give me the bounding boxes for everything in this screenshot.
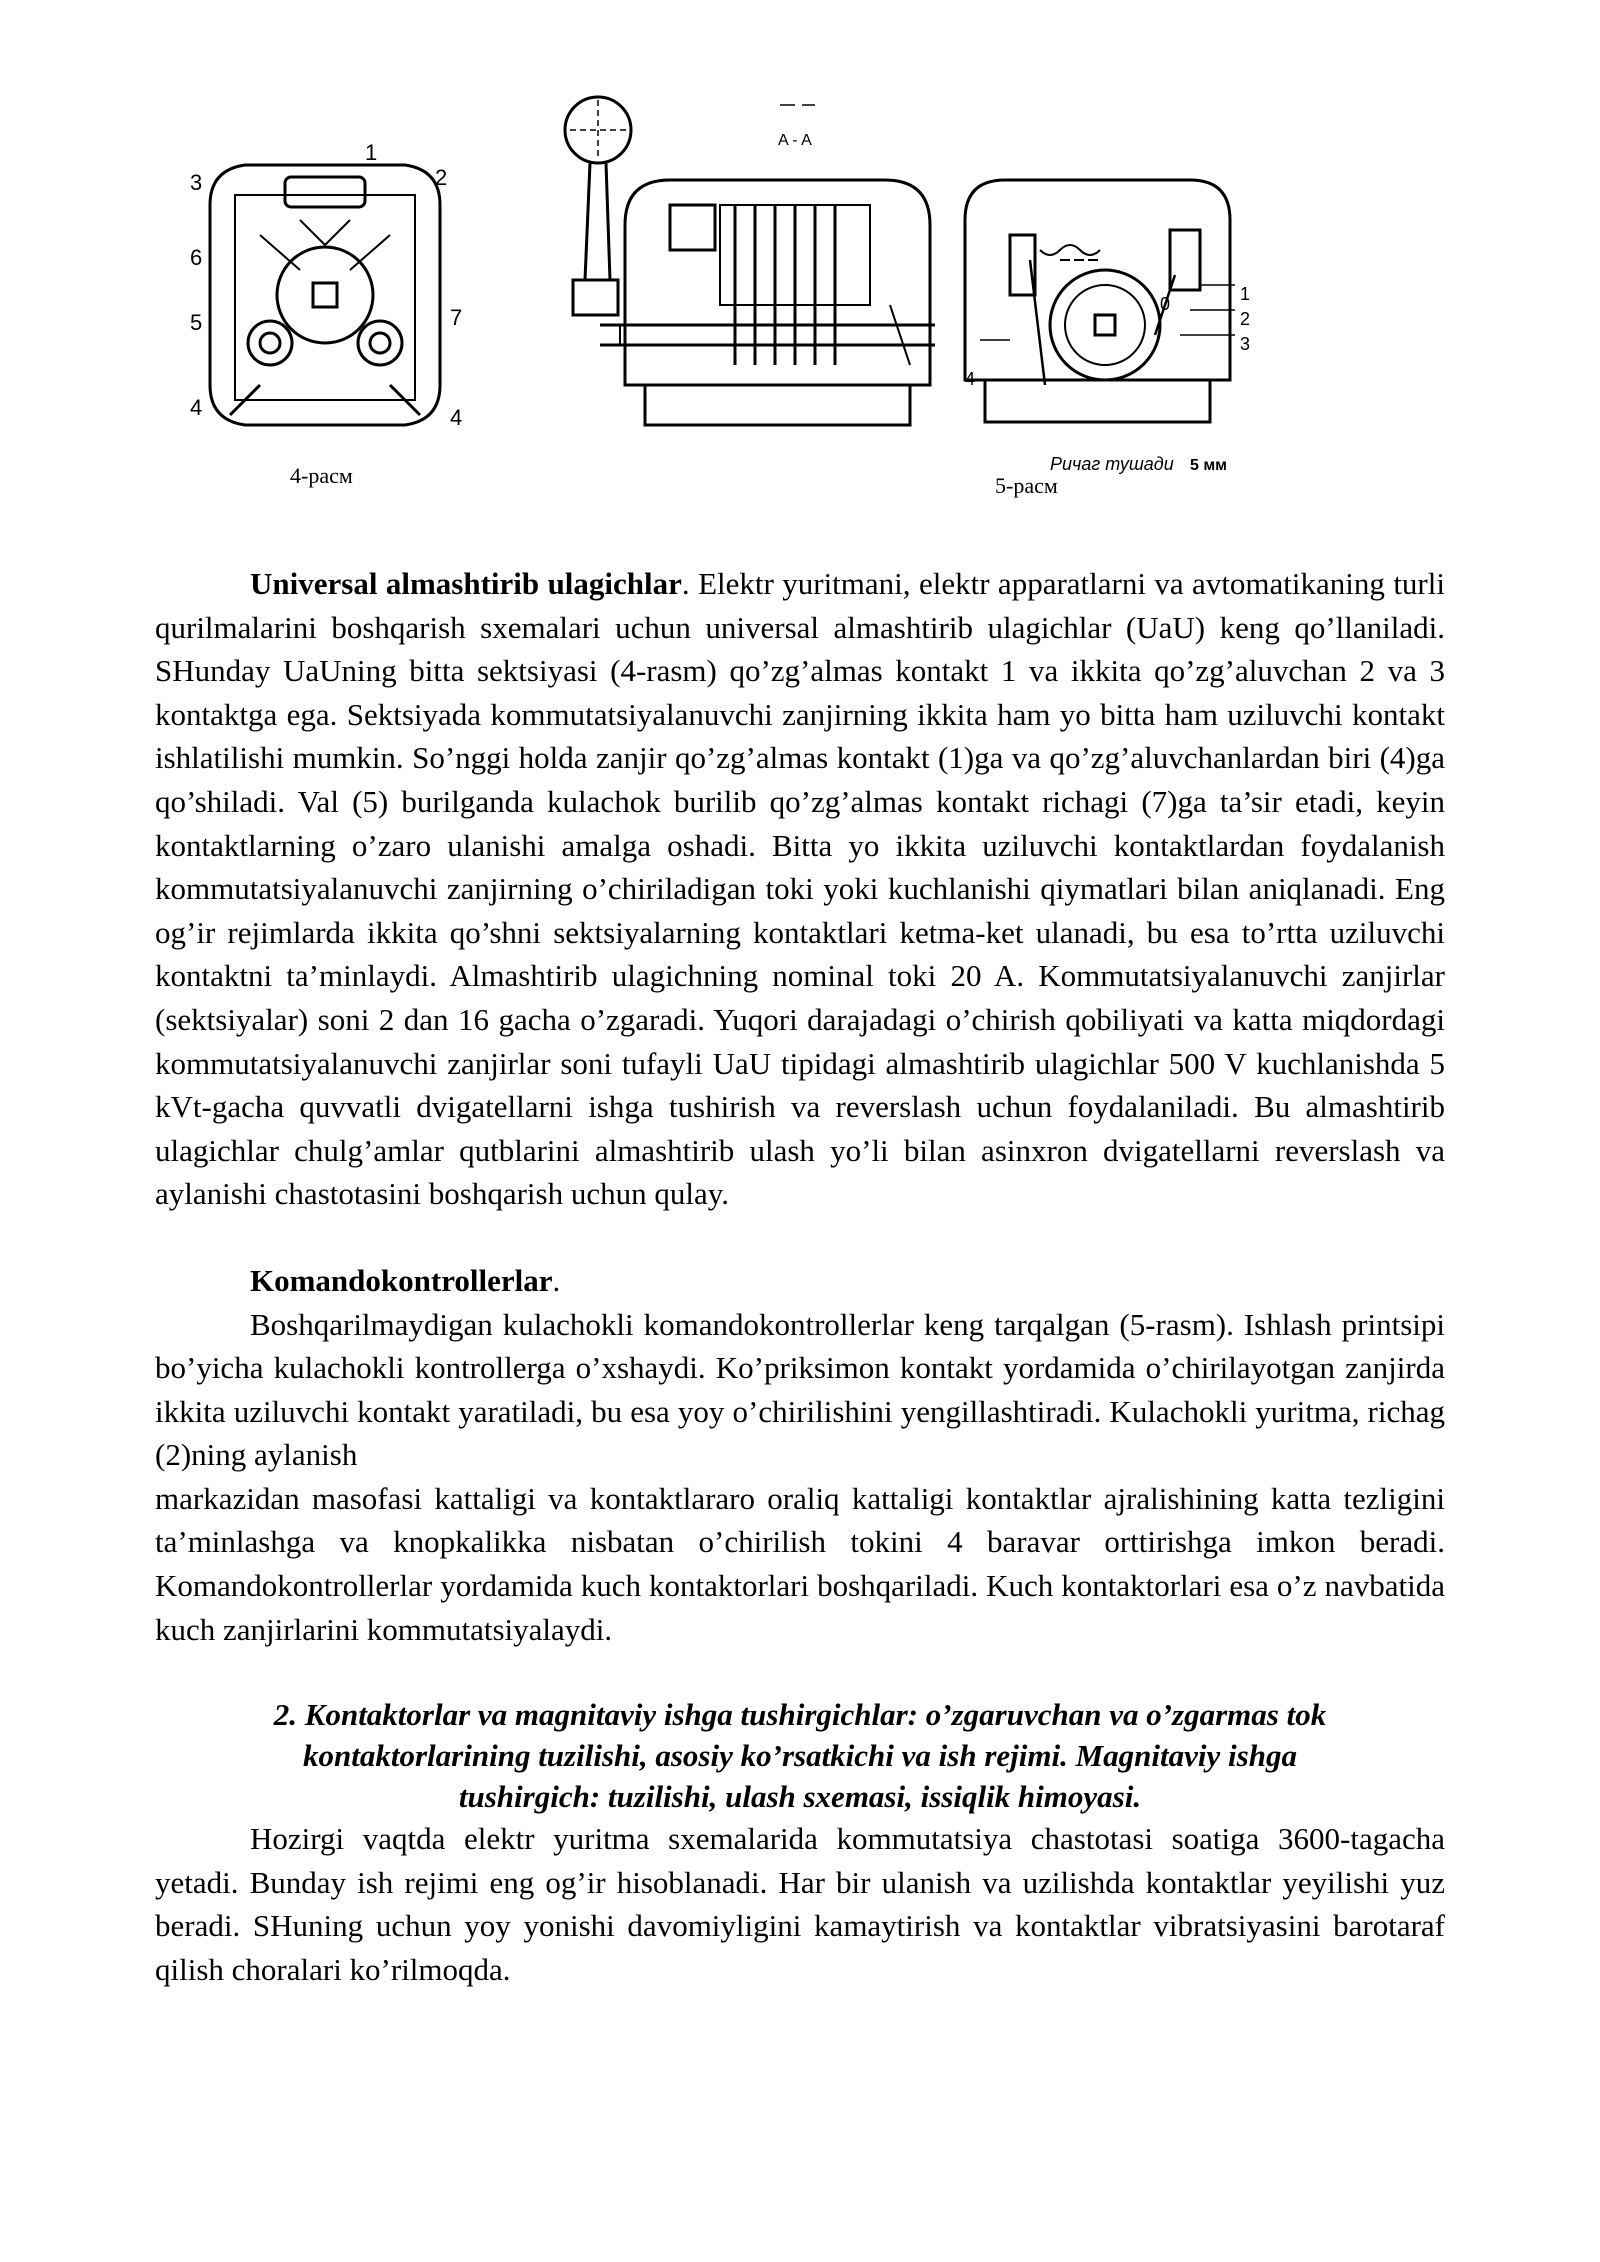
- figure-5-caption: 5-расм: [995, 473, 1058, 498]
- section-label: A - A: [778, 132, 812, 149]
- fig5-callout-1: 1: [1240, 284, 1251, 304]
- section-title-line-2: kontaktorlarining tuzilishi, asosiy ko’rsatkichi va ish rejimi. Magnitaviy ishga: [303, 1738, 1297, 1774]
- fig4-callout-2: 2: [435, 165, 448, 190]
- heading-universal-switches: Universal almashtirib ulagichlar: [250, 566, 682, 601]
- fig4-callout-3: 3: [190, 170, 203, 195]
- fig5-callout-4: 4: [965, 369, 976, 389]
- figure-5-right-drawing: [965, 180, 1235, 422]
- paragraph-command-controllers: Boshqarilmaydigan kulachokli komandokontrollerlar keng tarqalgan (5-rasm). Ishlash printsipi bo’yicha kulachokli kontrollerga o’xshaydi. Ko’priksimon kontakt yordamida o’chirilayotgan zanjirda ikkita uziluvchi kontakt yaratiladi, bu esa yoy o’chirilishini yengillashtiradi. Kulachokli yuritma, richag (2)ning aylanish: [155, 1306, 1445, 1473]
- heading-dot: .: [552, 1262, 561, 1298]
- fig4-callout-4a: 4: [190, 395, 203, 420]
- fig5-callout-3: 3: [1240, 334, 1251, 354]
- paragraph-command-controllers-continued: markazidan masofasi kattaligi va kontaktlararo oraliq kattaligi kontaktlar ajralishining katta tezligini ta’minlashga va knopkalikka nisbatan o’chirilish tokini 4 baravar orttirishga imkon beradi. Komandokontrollerlar yordamida kuch kontaktorlari boshqariladi. Kuch kontaktorlari esa o’z navbatida kuch zanjirlarini kommutatsiyalaydi.: [155, 1480, 1445, 1647]
- figure-5-left-drawing: [565, 97, 935, 425]
- section-title-line-3: tushirgich: tuzilishi, ulash sxemasi, issiqlik himoyasi.: [458, 1779, 1142, 1815]
- heading-dot: .: [681, 566, 690, 601]
- fig5-note: Ричаг тушади: [1050, 454, 1174, 474]
- fig4-callout-6: 6: [190, 245, 203, 270]
- paragraph-switching-frequency: Hozirgi vaqtda elektr yuritma sxemalarida kommutatsiya chastotasi soatiga 3600-tagacha yetadi. Bunday ish rejimi eng og’ir hisoblanadi. Har bir ulanish va uzilishda kontaktlar yeyilishi yuz beradi. SHuning uchun yoy yonishi davomiyligini kamaytirish va kontaktlar vibratsiyasini barotaraf qilish choralari ko’rilmoqda.: [155, 1821, 1445, 1988]
- section-title-line-1: 2. Kontaktorlar va magnitaviy ishga tushirgichlar: o’zgaruvchan va o’zgarmas tok: [273, 1697, 1327, 1733]
- figure-4-caption: 4-расм: [290, 463, 353, 488]
- paragraph-text: Elektr yuritmani, elektr apparatlarni va avtomatikaning turli qurilmalarini boshqarish sxemalari uchun universal almashtirib ulagichlar (UaU) keng qo’llaniladi. SHunday UaUning bitta sektsiyasi (4-rasm) qo’zg’almas kontakt 1 va ikkita qo’zg’aluvchan 2 va 3 kontaktga ega. Sektsiyada kommutatsiyalanuvchi zanjirning ikkita ham yo bitta ham uziluvchi kontakt ishlatilishi mumkin. So’nggi holda zanjir qo’zg’almas kontakt (1)ga va qo’zg’aluvchanlardan biri (4)ga qo’shiladi. Val (5) burilganda kulachok burilib qo’zg’almas kontakt richagi (7)ga ta’sir etadi, keyin kontaktlarning o’zaro ulanishi amalga oshadi. Bitta yo ikkita uziluvchi kontaktlardan foydalanish kommutatsiyalanuvchi zanjirning o’chiriladigan toki yoki kuchlanishi qiymatlari bilan aniqlanadi. Eng og’ir rejimlarda ikkita qo’shni sektsiyalarning kontaktlari ketma-ket ulanadi, bu esa to’rtta uziluvchi kontaktni ta’minlaydi. Almashtirib ulagichning nominal toki 20 A. Kommutatsiyalanuvchi zanjirlar (sektsiyalar) soni 2 dan 16 gacha o’zgaradi. Yuqori darajadagi o’chirish qobiliyati va katta miqdordagi kommutatsiyalanuvchi zanjirlar soni tufayli UaU tipidagi almashtirib ulagichlar 500 V kuchlanishda 5 kVt-gacha quvvatli dvigatellarni ishga tushirish va reverslash uchun foydalaniladi. Bu almashtirib ulagichlar chulg’amlar qutblarini almashtirib ulash yo’li bilan asinxron dvigatellarni reverslash va aylanishi chastotasini boshqarish uchun qulay.: [155, 566, 1445, 1212]
- fig4-callout-5: 5: [190, 310, 203, 335]
- document-body: [155, 562, 1445, 1992]
- fig5-callout-0: 0: [1160, 294, 1171, 314]
- paragraph-command-controllers-heading: [155, 1259, 1445, 1303]
- figure-4-drawing: [210, 165, 440, 425]
- fig5-callout-2: 2: [1240, 309, 1251, 329]
- figure-area: [190, 85, 1490, 505]
- fig5-note-size: 5 мм: [1190, 457, 1228, 474]
- technical-drawings: [190, 85, 1490, 505]
- heading-command-controllers: Komandokontrollerlar: [250, 1262, 553, 1298]
- fig4-callout-7: 7: [450, 305, 463, 330]
- fig4-callout-1: 1: [365, 140, 378, 165]
- fig4-callout-4b: 4: [450, 405, 463, 430]
- paragraph-universal-switches: [155, 562, 1445, 1216]
